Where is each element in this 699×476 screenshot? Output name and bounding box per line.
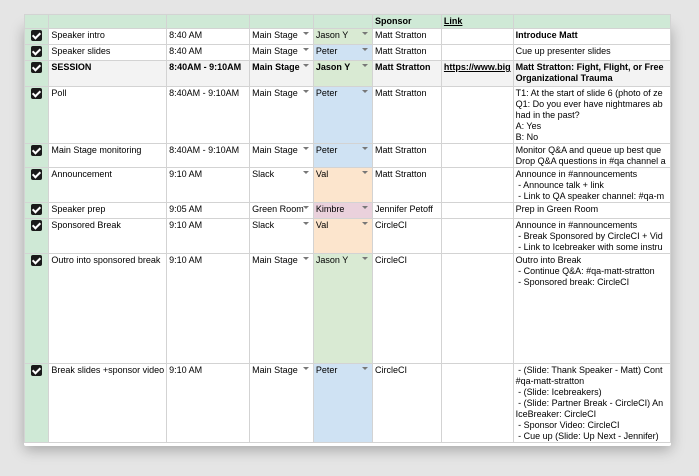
notes-cell[interactable] — [513, 144, 670, 168]
dropdown-arrow-icon[interactable] — [303, 64, 309, 67]
notes-line: Introduce Matt — [515, 30, 578, 40]
link-cell[interactable] — [441, 364, 513, 443]
header-check-cell[interactable] — [25, 15, 49, 29]
link-cell[interactable] — [441, 168, 513, 203]
location-value: Main Stage — [252, 30, 298, 40]
notes-line: Organizational Trauma — [515, 73, 613, 83]
dropdown-arrow-icon[interactable] — [362, 32, 368, 35]
person-value: Jason Y — [315, 30, 349, 40]
notes-line: Q1: Do you ever have nightmares ab — [515, 99, 663, 109]
dropdown-arrow-icon[interactable] — [362, 257, 368, 260]
notes-line: - (Slide: Partner Break - CircleCI) An — [515, 398, 664, 408]
table-row — [25, 87, 671, 144]
checkbox-checked[interactable] — [31, 204, 42, 215]
checkbox-checked[interactable] — [31, 365, 42, 376]
sponsor-cell[interactable]: CircleCI — [372, 254, 441, 364]
notes-line: - Sponsor Video: CircleCI — [515, 420, 620, 430]
dropdown-arrow-icon[interactable] — [303, 90, 309, 93]
dropdown-arrow-icon[interactable] — [362, 48, 368, 51]
notes-line: Drop Q&A questions in #qa channel a — [515, 156, 666, 166]
person-value: Kimbre — [315, 204, 345, 214]
table-row — [25, 254, 671, 364]
table-row — [25, 45, 671, 61]
dropdown-arrow-icon[interactable] — [303, 257, 309, 260]
location-dropdown[interactable] — [250, 219, 314, 254]
task-cell[interactable]: SESSION — [49, 61, 167, 87]
dropdown-arrow-icon[interactable] — [303, 32, 309, 35]
link-cell[interactable] — [441, 87, 513, 144]
check-cell — [25, 29, 49, 45]
notes-line: T1: At the start of slide 6 (photo of ze — [515, 88, 663, 98]
sponsor-cell[interactable]: CircleCI — [372, 219, 441, 254]
table-row — [25, 203, 671, 219]
time-cell[interactable]: 8:40AM - 9:10AM — [167, 61, 250, 87]
time-cell[interactable]: 8:40 AM — [167, 29, 250, 45]
checkbox-checked[interactable] — [31, 62, 42, 73]
notes-cell[interactable] — [513, 254, 670, 364]
location-value: Main Stage — [252, 255, 298, 265]
notes-line: IceBreaker: CircleCI — [515, 409, 597, 419]
notes-line: #qa-matt-stratton — [515, 376, 585, 386]
notes-cell[interactable] — [513, 203, 670, 219]
location-value: Main Stage — [252, 46, 298, 56]
person-dropdown[interactable] — [313, 29, 372, 45]
table-row — [25, 29, 671, 45]
location-value: Main Stage — [252, 88, 298, 98]
notes-line: - Cue up (Slide: Up Next - Jennifer) — [515, 431, 659, 441]
dropdown-arrow-icon[interactable] — [362, 171, 368, 174]
person-dropdown[interactable] — [313, 45, 372, 61]
location-dropdown[interactable] — [250, 168, 314, 203]
sponsor-cell[interactable]: Matt Stratton — [372, 87, 441, 144]
person-dropdown[interactable] — [313, 203, 372, 219]
link-cell[interactable] — [441, 203, 513, 219]
sponsor-cell[interactable]: Matt Stratton — [372, 45, 441, 61]
sponsor-cell[interactable]: Matt Stratton — [372, 168, 441, 203]
notes-line: - Announce talk + link — [515, 180, 604, 190]
check-cell — [25, 364, 49, 443]
check-cell — [25, 168, 49, 203]
header-link-cell[interactable] — [441, 15, 513, 29]
notes-cell[interactable] — [513, 168, 670, 203]
notes-line: Prep in Green Room — [515, 204, 599, 214]
table-row — [25, 144, 671, 168]
notes-line: Cue up presenter slides — [515, 46, 611, 56]
location-value: Slack — [252, 220, 275, 230]
dropdown-arrow-icon[interactable] — [362, 64, 368, 67]
notes-line: Outro into Break — [515, 255, 582, 265]
table-row — [25, 364, 671, 443]
person-dropdown[interactable] — [313, 144, 372, 168]
person-dropdown[interactable] — [313, 254, 372, 364]
notes-line: had in the past? — [515, 110, 580, 120]
dropdown-arrow-icon[interactable] — [303, 171, 309, 174]
check-cell — [25, 61, 49, 87]
dropdown-arrow-icon[interactable] — [303, 367, 309, 370]
notes-line: Matt Stratton: Fight, Flight, or Free — [515, 62, 664, 72]
task-cell[interactable]: Main Stage monitoring — [49, 144, 167, 168]
person-value: Peter — [315, 88, 338, 98]
dropdown-arrow-icon[interactable] — [362, 90, 368, 93]
notes-line: A: Yes — [515, 121, 542, 131]
dropdown-arrow-icon[interactable] — [303, 48, 309, 51]
header-sponsor-cell[interactable]: Sponsor — [372, 15, 441, 29]
checkbox-checked[interactable] — [31, 145, 42, 156]
header-row — [25, 15, 671, 29]
location-dropdown[interactable] — [250, 203, 314, 219]
dropdown-arrow-icon[interactable] — [362, 147, 368, 150]
person-dropdown[interactable] — [313, 168, 372, 203]
location-dropdown[interactable] — [250, 254, 314, 364]
check-cell — [25, 87, 49, 144]
check-cell — [25, 203, 49, 219]
task-cell[interactable]: Break slides +sponsor video — [49, 364, 167, 443]
notes-cell[interactable] — [513, 219, 670, 254]
person-value: Peter — [315, 365, 338, 375]
time-cell[interactable]: 8:40AM - 9:10AM — [167, 87, 250, 144]
notes-cell[interactable] — [513, 87, 670, 144]
link-cell[interactable] — [441, 254, 513, 364]
person-value: Peter — [315, 145, 338, 155]
person-value: Jason Y — [315, 255, 349, 265]
notes-line: - Continue Q&A: #qa-matt-stratton — [515, 266, 655, 276]
check-cell — [25, 254, 49, 364]
sponsor-cell[interactable]: Matt Stratton — [372, 144, 441, 168]
person-value: Jason Y — [315, 62, 351, 72]
task-cell[interactable]: Speaker prep — [49, 203, 167, 219]
notes-cell[interactable] — [513, 45, 670, 61]
check-cell — [25, 144, 49, 168]
location-dropdown[interactable] — [250, 29, 314, 45]
table-row — [25, 219, 671, 254]
dropdown-arrow-icon[interactable] — [303, 222, 309, 225]
notes-line: Announce in #announcements — [515, 220, 638, 230]
session-link[interactable]: https://www.big — [443, 62, 511, 72]
header-location-cell[interactable] — [250, 15, 314, 29]
header-notes-cell[interactable] — [513, 15, 670, 29]
time-cell[interactable]: 8:40AM - 9:10AM — [167, 144, 250, 168]
notes-line: - Link to Icebreaker with some instru — [515, 242, 663, 252]
check-cell — [25, 219, 49, 254]
person-value: Peter — [315, 46, 338, 56]
time-cell[interactable]: 9:05 AM — [167, 203, 250, 219]
header-person-cell[interactable] — [313, 15, 372, 29]
notes-line: - Link to QA speaker channel: #qa-m — [515, 191, 665, 201]
location-dropdown[interactable] — [250, 61, 314, 87]
link-cell[interactable] — [441, 219, 513, 254]
notes-cell[interactable] — [513, 29, 670, 45]
person-value: Val — [315, 220, 329, 230]
person-dropdown[interactable] — [313, 87, 372, 144]
sponsor-cell[interactable]: Matt Stratton — [372, 61, 441, 87]
link-cell[interactable] — [441, 144, 513, 168]
location-value: Main Stage — [252, 62, 300, 72]
notes-line: Announce in #announcements — [515, 169, 638, 179]
dropdown-arrow-icon[interactable] — [362, 222, 368, 225]
task-cell[interactable]: Outro into sponsored break — [49, 254, 167, 364]
task-cell[interactable]: Speaker intro — [49, 29, 167, 45]
person-dropdown[interactable] — [313, 61, 372, 87]
spreadsheet-window — [24, 16, 671, 446]
person-dropdown[interactable] — [313, 219, 372, 254]
table-row — [25, 61, 671, 87]
location-dropdown[interactable] — [250, 87, 314, 144]
check-cell — [25, 45, 49, 61]
location-value: Main Stage — [252, 145, 298, 155]
task-cell[interactable]: Sponsored Break — [49, 219, 167, 254]
dropdown-arrow-icon[interactable] — [362, 206, 368, 209]
location-dropdown[interactable] — [250, 45, 314, 61]
person-dropdown[interactable] — [313, 364, 372, 443]
location-dropdown[interactable] — [250, 144, 314, 168]
dropdown-arrow-icon[interactable] — [362, 367, 368, 370]
notes-line: - (Slide: Icebreakers) — [515, 387, 602, 397]
dropdown-arrow-icon[interactable] — [303, 206, 309, 209]
notes-line: - Break Sponsored by CircleCI + Vid — [515, 231, 663, 241]
notes-line: - (Slide: Thank Speaker - Matt) Cont — [515, 365, 663, 375]
run-of-show-grid — [24, 14, 671, 443]
checkbox-checked[interactable] — [31, 88, 42, 99]
time-cell[interactable]: 9:10 AM — [167, 219, 250, 254]
sponsor-cell[interactable]: Matt Stratton — [372, 29, 441, 45]
task-cell[interactable]: Announcement — [49, 168, 167, 203]
notes-line: Monitor Q&A and queue up best que — [515, 145, 662, 155]
checkbox-checked[interactable] — [31, 46, 42, 57]
task-cell[interactable]: Poll — [49, 87, 167, 144]
location-value: Main Stage — [252, 365, 298, 375]
time-cell[interactable]: 8:40 AM — [167, 45, 250, 61]
person-value: Val — [315, 169, 329, 179]
checkbox-checked[interactable] — [31, 169, 42, 180]
header-link-label: Link — [443, 16, 463, 26]
sponsor-cell[interactable]: CircleCI — [372, 364, 441, 443]
location-dropdown[interactable] — [250, 364, 314, 443]
header-time-cell[interactable] — [167, 15, 250, 29]
sponsor-cell[interactable]: Jennifer Petoff — [372, 203, 441, 219]
link-cell[interactable] — [441, 61, 513, 87]
link-cell[interactable] — [441, 29, 513, 45]
time-cell[interactable]: 9:10 AM — [167, 168, 250, 203]
notes-line: B: No — [515, 132, 539, 142]
time-cell[interactable]: 9:10 AM — [167, 254, 250, 364]
location-value: Green Room — [252, 204, 304, 214]
time-cell[interactable]: 9:10 AM — [167, 364, 250, 443]
notes-cell[interactable] — [513, 364, 670, 443]
task-cell[interactable]: Speaker slides — [49, 45, 167, 61]
checkbox-checked[interactable] — [31, 30, 42, 41]
checkbox-checked[interactable] — [31, 255, 42, 266]
notes-line: - Sponsored break: CircleCI — [515, 277, 630, 287]
table-row — [25, 168, 671, 203]
dropdown-arrow-icon[interactable] — [303, 147, 309, 150]
location-value: Slack — [252, 169, 275, 179]
header-task-cell[interactable] — [49, 15, 167, 29]
checkbox-checked[interactable] — [31, 220, 42, 231]
notes-cell[interactable] — [513, 61, 670, 87]
link-cell[interactable] — [441, 45, 513, 61]
